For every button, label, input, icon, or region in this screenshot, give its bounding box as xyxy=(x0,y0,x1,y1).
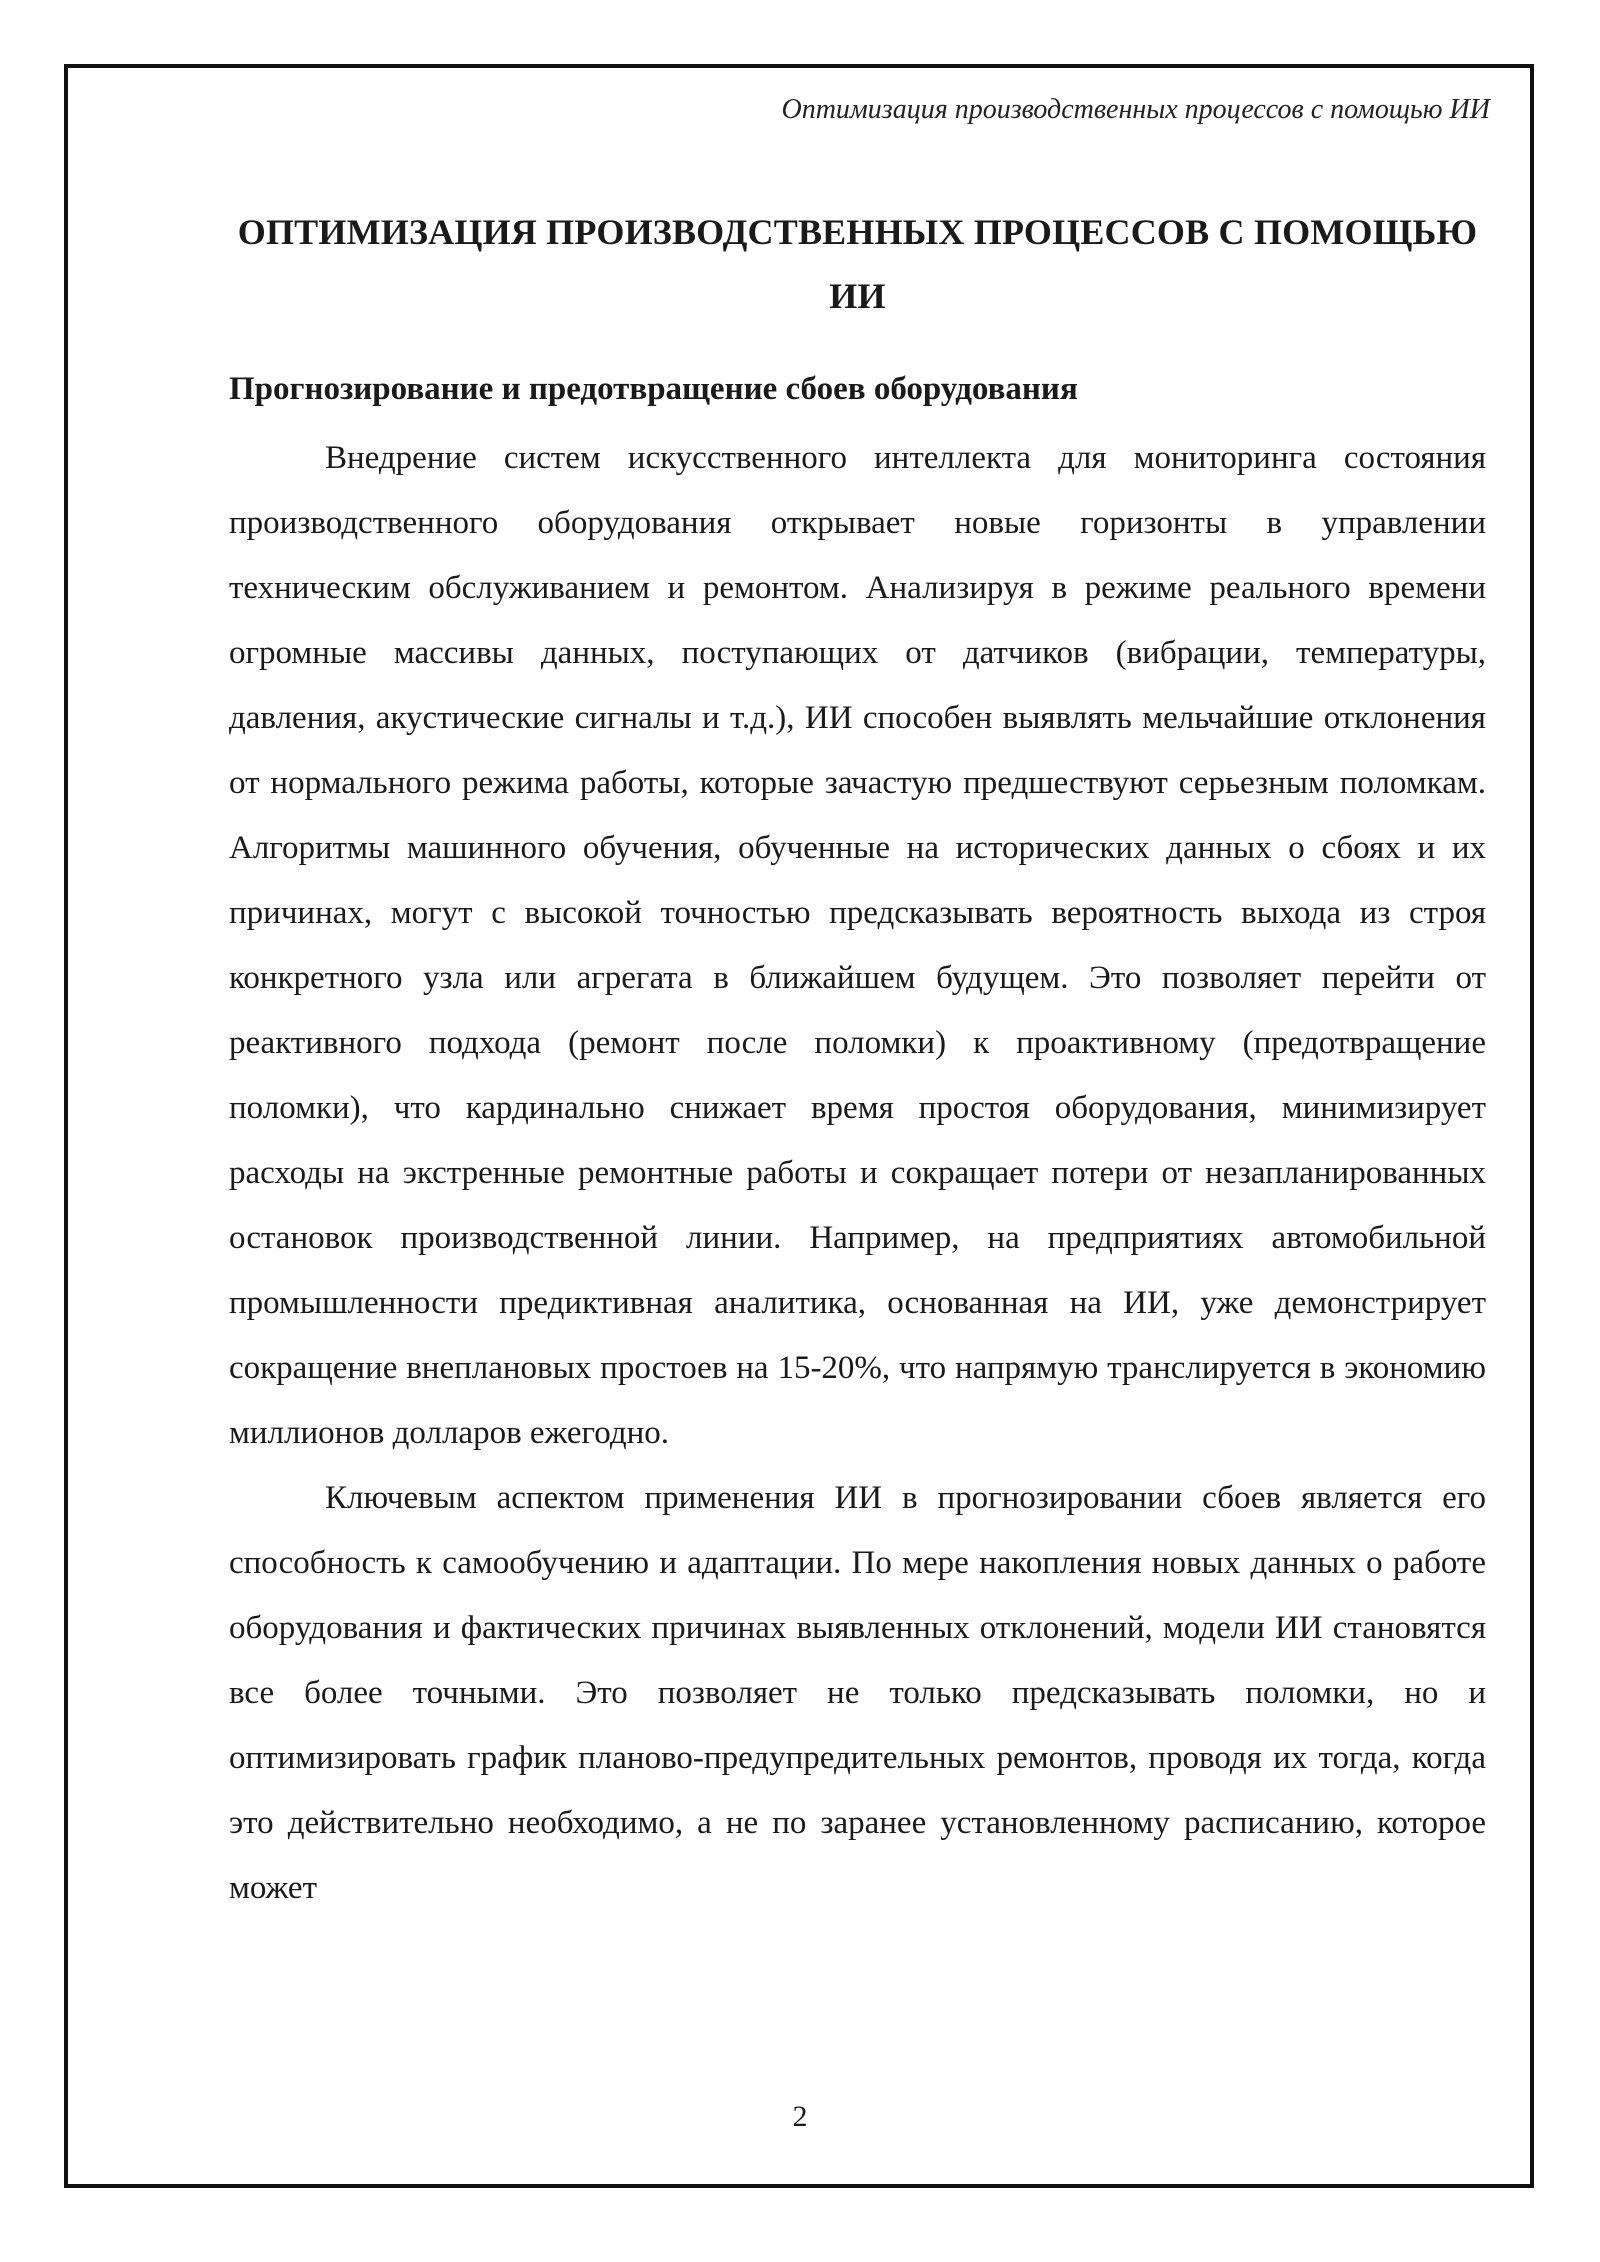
body-paragraph: Внедрение систем искусственного интеллекта для мониторинга состояния производственного оборудования открывает новые горизонты в управлении техническим обслуживанием и ремонтом. Анализируя в режиме реального времени огромные массивы данных, поступающих от датчиков (вибрации, температуры, давления, акустические сигналы и т.д.), ИИ способен выявлять мельчайшие отклонения от нормального режима работы, которые зачастую предшествуют серьезным поломкам. Алгоритмы машинного обучения, обученные на исторических данных о сбоях и их причинах, могут с высокой точностью предсказывать вероятность выхода из строя конкретного узла или агрегата в ближайшем будущем. Это позволяет перейти от реактивного подхода (ремонт после поломки) к проактивному (предотвращение поломки), что кардинально снижает время простоя оборудования, минимизирует расходы на экстренные ремонтные работы и сокращает потери от незапланированных остановок производственной линии. Например, на предприятиях автомобильной промышленности предиктивная аналитика, основанная на ИИ, уже демонстрирует сокращение внеплановых простоев на 15-20%, что напрямую транслируется в экономию миллионов долларов ежегодно. xyxy=(229,440,1486,1451)
page-content xyxy=(229,200,1486,1921)
page-number: 2 xyxy=(792,2100,808,2133)
running-header: Оптимизация производственных процессов с помощью ИИ xyxy=(781,94,1490,125)
section-heading: Прогнозирование и предотвращение сбоев оборудования xyxy=(229,371,1078,407)
document-title: ОПТИМИЗАЦИЯ ПРОИЗВОДСТВЕННЫХ ПРОЦЕССОВ С ПОМОЩЬЮ ИИ xyxy=(237,212,1478,316)
body-paragraph: Ключевым аспектом применения ИИ в прогнозировании сбоев является его способность к самообучению и адаптации. По мере накопления новых данных о работе оборудования и фактических причинах выявленных отклонений, модели ИИ становятся все более точными. Это позволяет не только предсказывать поломки, но и оптимизировать график планово-предупредительных ремонтов, проводя их тогда, когда это действительно необходимо, а не по заранее установленному расписанию, которое может xyxy=(229,1480,1486,1906)
